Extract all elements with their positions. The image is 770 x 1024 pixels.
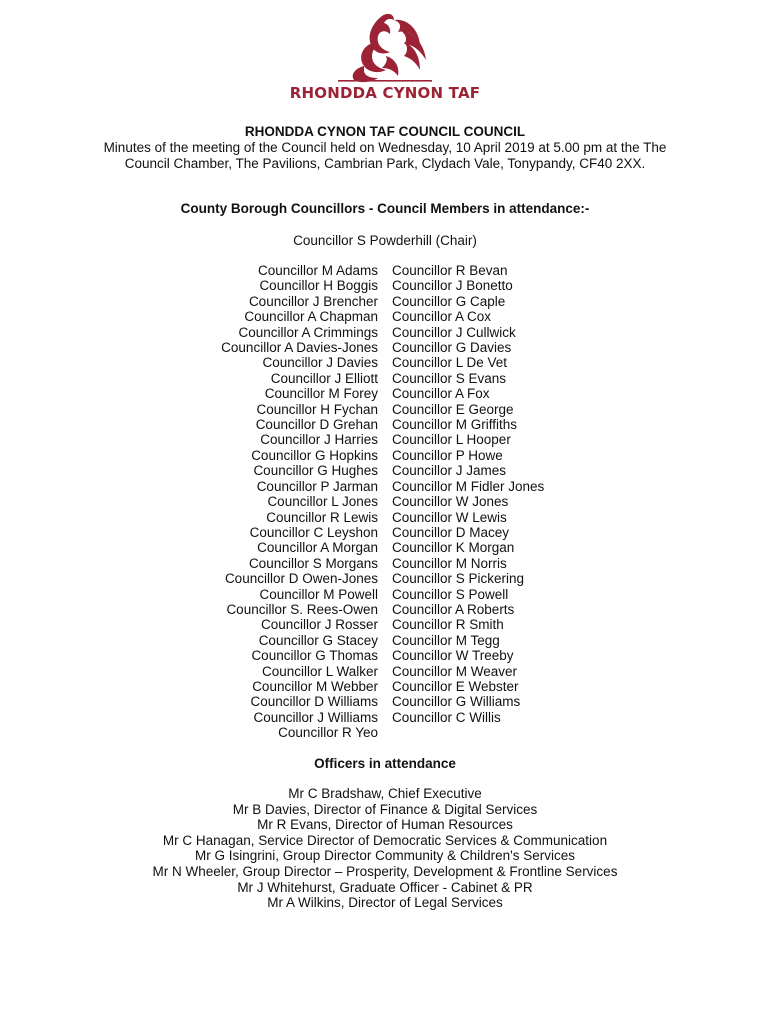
document-title: RHONDDA CYNON TAF COUNCIL COUNCIL — [244, 124, 526, 139]
list-item: Councillor A Davies-Jones — [221, 340, 378, 356]
list-item: Councillor G Stacey — [258, 632, 378, 648]
list-item: Councillor R Lewis — [266, 509, 378, 525]
list-item: Councillor A Morgan — [257, 540, 378, 556]
chair-name: Councillor S Powderhill (Chair) — [293, 233, 477, 248]
list-item: Councillor C Leyshon — [249, 524, 378, 540]
list-item: Councillor G Davies — [392, 340, 512, 356]
list-item: Councillor P Howe — [392, 447, 503, 463]
list-item: Councillor W Jones — [392, 494, 509, 510]
members-right-column — [392, 263, 544, 725]
list-item: Councillor J Bonetto — [392, 278, 513, 294]
meeting-description-line-2: Council Chamber, The Pavilions, Cambrian Park, Clydach Vale, Tonypandy, CF40 2XX. — [124, 156, 646, 171]
list-item: Councillor A Roberts — [392, 601, 515, 617]
list-item: Councillor J Elliott — [270, 370, 378, 386]
list-item: Mr J Whitehurst, Graduate Officer - Cabinet & PR — [237, 879, 533, 895]
list-item: Councillor D Macey — [392, 524, 510, 540]
list-item: Mr B Davies, Director of Finance & Digital Services — [232, 801, 538, 817]
list-item: Councillor J Harries — [260, 432, 378, 448]
list-item: Councillor R Bevan — [392, 263, 508, 278]
list-item: Councillor S Evans — [392, 370, 507, 386]
list-item: Councillor M Webber — [252, 678, 378, 694]
list-item: Councillor G Hopkins — [251, 447, 378, 463]
list-item: Councillor M Forey — [264, 386, 378, 402]
list-item: Councillor L Walker — [261, 663, 378, 679]
list-item: Councillor W Treeby — [392, 648, 514, 664]
list-item: Councillor R Yeo — [278, 725, 378, 741]
list-item: Councillor S. Rees-Owen — [226, 601, 378, 617]
list-item: Councillor J Cullwick — [392, 324, 516, 340]
list-item: Councillor M Fidler Jones — [392, 478, 545, 494]
list-item: Councillor M Tegg — [392, 632, 500, 648]
list-item: Councillor G Williams — [392, 694, 521, 710]
list-item: Councillor G Caple — [392, 293, 506, 309]
list-item: Councillor L De Vet — [392, 355, 508, 371]
list-item: Councillor S Morgans — [248, 555, 378, 571]
list-item: Councillor A Cox — [392, 309, 492, 325]
list-item: Councillor L Hooper — [392, 432, 511, 448]
list-item: Mr C Bradshaw, Chief Executive — [288, 786, 482, 801]
list-item: Councillor W Lewis — [392, 509, 507, 525]
list-item: Councillor E Webster — [392, 678, 519, 694]
meeting-description-line-1: Minutes of the meeting of the Council held on Wednesday, 10 April 2019 at 5.00 pm at the The — [103, 140, 667, 155]
list-item: Councillor G Hughes — [253, 463, 378, 479]
list-item: Councillor G Thomas — [251, 648, 378, 664]
list-item: Councillor J Brencher — [248, 293, 378, 309]
list-item: Councillor M Powell — [259, 586, 378, 602]
list-item: Councillor D Grehan — [255, 417, 378, 433]
list-item: Councillor A Crimmings — [238, 324, 378, 340]
list-item: Councillor M Adams — [257, 263, 378, 278]
list-item: Councillor S Pickering — [392, 571, 525, 587]
list-item: Councillor J Williams — [253, 709, 378, 725]
list-item: Councillor S Powell — [392, 586, 509, 602]
list-item: Councillor M Griffiths — [392, 417, 518, 433]
list-item: Councillor M Weaver — [392, 663, 518, 679]
list-item: Councillor L Jones — [267, 494, 378, 510]
members-heading: County Borough Councillors - Council Members in attendance:- — [180, 201, 590, 216]
meeting-description — [0, 140, 770, 172]
list-item: Mr C Hanagan, Service Director of Democratic Services & Communication — [162, 832, 608, 848]
members-left-column — [221, 263, 378, 741]
list-item: Mr N Wheeler, Group Director – Prosperity, Development & Frontline Services — [152, 863, 618, 879]
list-item: Councillor K Morgan — [392, 540, 515, 556]
list-item: Councillor D Owen-Jones — [224, 571, 378, 587]
list-item: Councillor A Chapman — [244, 309, 378, 325]
dragon-icon — [320, 10, 450, 86]
list-item: Councillor M Norris — [392, 555, 507, 571]
list-item: Councillor A Fox — [392, 386, 490, 402]
list-item: Councillor J Davies — [262, 355, 378, 371]
list-item: Mr A Wilkins, Director of Legal Services — [267, 895, 503, 911]
list-item: Mr G Isingrini, Group Director Community & Children's Services — [195, 848, 575, 864]
list-item: Mr R Evans, Director of Human Resources — [257, 817, 513, 833]
brand-name: RHONDDA CYNON TAF — [289, 84, 481, 102]
officers-heading: Officers in attendance — [314, 756, 456, 771]
list-item: Councillor H Boggis — [259, 278, 378, 294]
list-item: Councillor H Fychan — [256, 401, 378, 417]
list-item: Councillor E George — [392, 401, 514, 417]
list-item: Councillor P Jarman — [256, 478, 378, 494]
list-item: Councillor D Williams — [250, 694, 378, 710]
list-item: Councillor J Rosser — [260, 617, 378, 633]
list-item: Councillor J James — [392, 463, 507, 479]
council-logo — [0, 10, 770, 102]
list-item: Councillor R Smith — [392, 617, 504, 633]
list-item: Councillor C Willis — [392, 709, 501, 725]
officers-list — [0, 786, 770, 911]
